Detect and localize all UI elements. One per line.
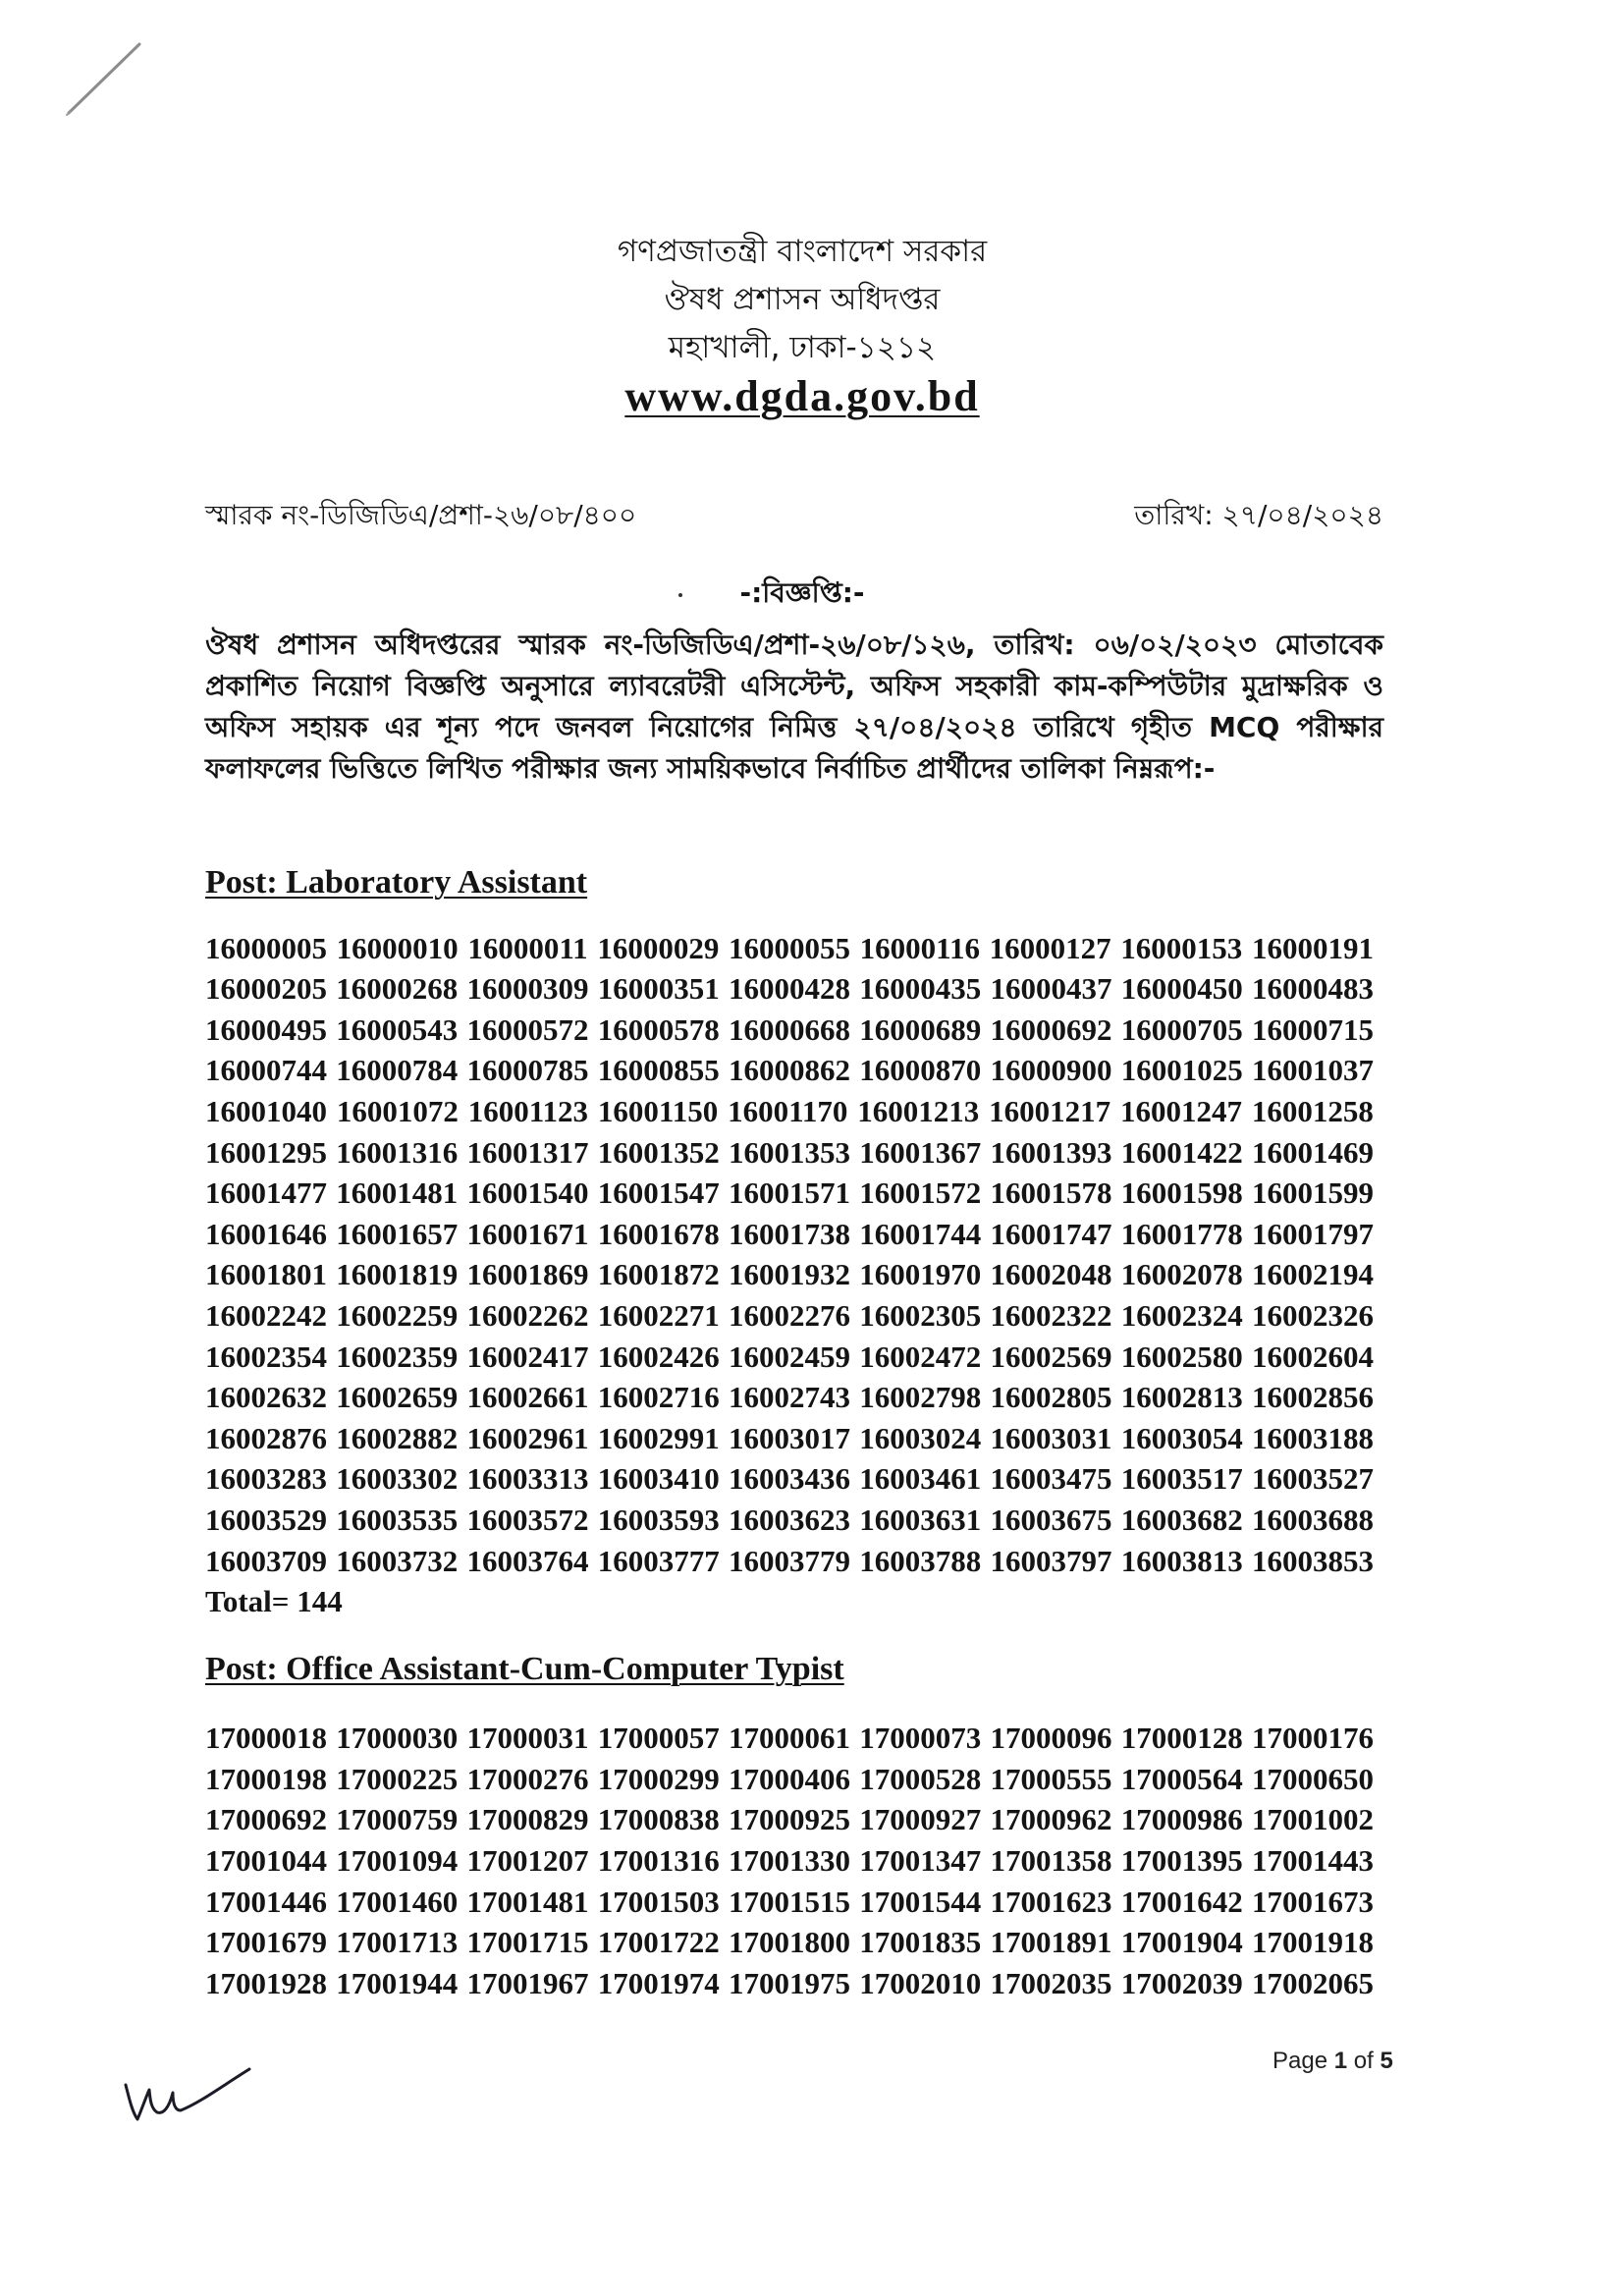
roll-number: 16001352 xyxy=(597,1134,720,1170)
roll-number: 17001316 xyxy=(597,1843,720,1879)
roll-number: 16002048 xyxy=(990,1257,1112,1292)
roll-number: 16001481 xyxy=(336,1175,459,1211)
roll-number: 16000435 xyxy=(859,971,982,1007)
roll-number: 17001974 xyxy=(597,1965,720,2000)
roll-number: 16001316 xyxy=(336,1134,459,1170)
roll-number: 16001797 xyxy=(1252,1216,1374,1251)
roll-number: 16001657 xyxy=(336,1216,459,1251)
roll-number: 17000128 xyxy=(1120,1721,1243,1756)
roll-number: 17000057 xyxy=(597,1721,720,1756)
roll-number: 16001646 xyxy=(205,1216,327,1251)
roll-number: 16002322 xyxy=(990,1297,1112,1333)
roll-number: 17001443 xyxy=(1252,1843,1374,1879)
roll-number: 17001358 xyxy=(990,1843,1112,1879)
roll-number: 17001679 xyxy=(205,1925,327,1960)
roll-number: 16000862 xyxy=(729,1053,850,1088)
roll-number: 16000689 xyxy=(859,1011,982,1047)
roll-number: 16000116 xyxy=(859,930,980,965)
total-line xyxy=(205,1581,1383,1622)
memo-line xyxy=(205,495,1383,536)
roll-number-row xyxy=(205,968,1374,1010)
letterhead xyxy=(409,228,1195,420)
roll-number: 17001481 xyxy=(466,1884,589,1919)
roll-number: 17002065 xyxy=(1252,1965,1374,2000)
roll-number: 16003788 xyxy=(859,1543,982,1578)
roll-number-row xyxy=(205,1010,1374,1051)
roll-number: 17000073 xyxy=(859,1721,982,1756)
roll-number: 17001330 xyxy=(729,1843,850,1879)
roll-number-row xyxy=(205,1882,1374,1923)
roll-number: 16002354 xyxy=(205,1339,327,1374)
roll-number: 16002604 xyxy=(1252,1339,1374,1374)
roll-number: 16002305 xyxy=(859,1297,982,1333)
roll-number-row xyxy=(205,1337,1374,1378)
roll-number: 16003688 xyxy=(1252,1502,1374,1537)
roll-number: 16003313 xyxy=(466,1461,589,1497)
roll-number: 17000406 xyxy=(729,1761,850,1796)
roll-number: 17000927 xyxy=(859,1802,982,1837)
roll-number: 16000351 xyxy=(597,971,720,1007)
roll-number: 16003024 xyxy=(859,1420,982,1455)
roll-number: 17000176 xyxy=(1252,1721,1374,1756)
roll-number-row xyxy=(205,1377,1374,1418)
roll-number: 17001544 xyxy=(859,1884,982,1919)
roll-number: 17001002 xyxy=(1252,1802,1374,1837)
roll-number: 16003675 xyxy=(990,1502,1112,1537)
roll-number: 16001040 xyxy=(205,1093,327,1128)
roll-number: 16002716 xyxy=(597,1380,720,1415)
roll-number: 16003593 xyxy=(597,1502,720,1537)
roll-number: 16002961 xyxy=(466,1420,589,1455)
roll-number: 16001295 xyxy=(205,1134,327,1170)
roll-number: 16003527 xyxy=(1252,1461,1374,1497)
roll-number: 17001395 xyxy=(1120,1843,1243,1879)
roll-number: 17000299 xyxy=(597,1761,720,1796)
roll-number: 16001258 xyxy=(1251,1093,1374,1128)
roll-number: 16002580 xyxy=(1120,1339,1243,1374)
roll-number: 16000855 xyxy=(597,1053,720,1088)
roll-number: 16000692 xyxy=(990,1011,1112,1047)
roll-number-row xyxy=(205,1091,1374,1132)
roll-number-row xyxy=(205,1541,1374,1582)
roll-number: 17001835 xyxy=(859,1925,982,1960)
roll-number: 17001207 xyxy=(466,1843,589,1879)
roll-number: 16001572 xyxy=(859,1175,982,1211)
roll-number: 16002417 xyxy=(466,1339,589,1374)
roll-number: 16003764 xyxy=(466,1543,589,1578)
roll-number: 16000784 xyxy=(336,1053,459,1088)
roll-number: 16001213 xyxy=(857,1093,980,1128)
roll-number: 16001217 xyxy=(989,1093,1111,1128)
roll-number-row xyxy=(205,1295,1374,1337)
roll-number: 17000829 xyxy=(466,1802,589,1837)
roll-number: 16002242 xyxy=(205,1297,327,1333)
roll-number: 16001598 xyxy=(1120,1175,1243,1211)
roll-number: 16002856 xyxy=(1252,1380,1374,1415)
roll-number: 16001547 xyxy=(597,1175,720,1211)
roll-number: 16002805 xyxy=(990,1380,1112,1415)
roll-number: 16003631 xyxy=(859,1502,982,1537)
roll-number: 16003517 xyxy=(1120,1461,1243,1497)
roll-number: 17000276 xyxy=(466,1761,589,1796)
roll-number: 16001738 xyxy=(729,1216,850,1251)
roll-number: 17001044 xyxy=(205,1843,327,1879)
roll-number: 16003535 xyxy=(336,1502,459,1537)
roll-number: 16002661 xyxy=(466,1380,589,1415)
roll-number: 17002010 xyxy=(859,1965,982,2000)
roll-number: 16003302 xyxy=(336,1461,459,1497)
roll-number: 17000528 xyxy=(859,1761,982,1796)
roll-number: 16002876 xyxy=(205,1420,327,1455)
office-address: মহাখালী, ঢাকা-১২১২ xyxy=(668,330,937,365)
roll-number: 16001170 xyxy=(728,1093,848,1128)
roll-number: 16001578 xyxy=(990,1175,1112,1211)
roll-number-row xyxy=(205,1458,1374,1500)
roll-number-row xyxy=(205,1132,1374,1174)
roll-number: 17001891 xyxy=(990,1925,1112,1960)
memo-reference: স্মারক নং-ডিজিডিএ/প্রশা-২৬/০৮/৪০০ xyxy=(205,499,637,531)
roll-number: 16001072 xyxy=(336,1093,459,1128)
roll-number: 16002991 xyxy=(597,1420,720,1455)
roll-number: 16003529 xyxy=(205,1502,327,1537)
roll-number: 16000495 xyxy=(205,1011,327,1047)
handwritten-signature xyxy=(118,2057,265,2136)
roll-number: 16000668 xyxy=(729,1011,850,1047)
roll-number: 17001944 xyxy=(336,1965,459,2000)
roll-number: 16003054 xyxy=(1120,1420,1243,1455)
roll-number: 16002659 xyxy=(336,1380,459,1415)
roll-number: 16001932 xyxy=(729,1257,850,1292)
roll-number: 16001540 xyxy=(466,1175,589,1211)
roll-number: 16001872 xyxy=(597,1257,720,1292)
roll-number-row xyxy=(205,1173,1374,1214)
office-name: ঔষধ প্রশাসন অধিদপ্তর xyxy=(664,282,941,317)
roll-number: 16000309 xyxy=(466,971,589,1007)
roll-number: 16001778 xyxy=(1120,1216,1243,1251)
roll-number: 16002276 xyxy=(729,1297,850,1333)
roll-number: 17000555 xyxy=(990,1761,1112,1796)
memo-date: তারিখ: ২৭/০৪/২০২৪ xyxy=(1134,499,1383,531)
roll-number-row xyxy=(205,1214,1374,1255)
roll-number: 16002569 xyxy=(990,1339,1112,1374)
roll-number: 17001800 xyxy=(729,1925,850,1960)
roll-number: 16001037 xyxy=(1252,1053,1374,1088)
roll-number: 16000715 xyxy=(1252,1011,1374,1047)
roll-number: 16000483 xyxy=(1252,971,1374,1007)
roll-number: 17001928 xyxy=(205,1965,327,2000)
roll-number: 17001967 xyxy=(466,1965,589,2000)
roll-number: 16003283 xyxy=(205,1461,327,1497)
roll-number: 16000428 xyxy=(729,971,850,1007)
roll-number: 16003475 xyxy=(990,1461,1112,1497)
roll-number: 16001678 xyxy=(597,1216,720,1251)
roll-number: 17001515 xyxy=(729,1884,850,1919)
roll-number: 16001599 xyxy=(1252,1175,1374,1211)
roll-number: 16003017 xyxy=(729,1420,850,1455)
roll-number: 16001317 xyxy=(466,1134,589,1170)
roll-number: 17001715 xyxy=(466,1925,589,1960)
roll-number: 16003031 xyxy=(990,1420,1112,1455)
roll-number: 16001671 xyxy=(466,1216,589,1251)
roll-number-row xyxy=(205,928,1374,969)
roll-number-row xyxy=(205,1050,1374,1091)
roll-number: 17001094 xyxy=(336,1843,459,1879)
roll-number: 17000198 xyxy=(205,1761,327,1796)
roll-number: 17001722 xyxy=(597,1925,720,1960)
scan-speck xyxy=(678,593,682,597)
roll-number: 17002039 xyxy=(1120,1965,1243,2000)
roll-number: 16003813 xyxy=(1120,1543,1243,1578)
roll-number: 17000096 xyxy=(990,1721,1112,1756)
roll-number: 16003682 xyxy=(1120,1502,1243,1537)
roll-number: 17001503 xyxy=(597,1884,720,1919)
roll-number: 17001918 xyxy=(1252,1925,1374,1960)
roll-number: 16003188 xyxy=(1252,1420,1374,1455)
roll-number: 16000029 xyxy=(597,930,720,965)
roll-number: 16001801 xyxy=(205,1257,327,1292)
roll-number: 16001367 xyxy=(859,1134,982,1170)
roll-number: 17001975 xyxy=(729,1965,850,2000)
roll-number: 16000005 xyxy=(205,930,327,965)
roll-number: 17000692 xyxy=(205,1802,327,1837)
page-number xyxy=(1272,2048,1393,2075)
roll-number: 16001819 xyxy=(336,1257,459,1292)
roll-number: 16001393 xyxy=(990,1134,1112,1170)
roll-number: 17000225 xyxy=(336,1761,459,1796)
roll-number: 17001713 xyxy=(336,1925,459,1960)
roll-number: 16001123 xyxy=(467,1093,589,1128)
roll-number: 16002743 xyxy=(729,1380,850,1415)
roll-number: 16001247 xyxy=(1120,1093,1243,1128)
roll-number: 16002882 xyxy=(336,1420,459,1455)
roll-number: 16002262 xyxy=(466,1297,589,1333)
roll-number: 16002813 xyxy=(1120,1380,1243,1415)
roll-number: 16000543 xyxy=(336,1011,459,1047)
pen-mark xyxy=(59,34,152,123)
roll-number: 17000650 xyxy=(1252,1761,1374,1796)
roll-number: 16000578 xyxy=(597,1011,720,1047)
roll-number: 16003436 xyxy=(729,1461,850,1497)
total-count: 144 xyxy=(297,1584,343,1619)
roll-number: 16003461 xyxy=(859,1461,982,1497)
roll-number: 16002798 xyxy=(859,1380,982,1415)
roll-number-row xyxy=(205,1922,1374,1963)
roll-number: 16000870 xyxy=(859,1053,982,1088)
roll-number: 17002035 xyxy=(990,1965,1112,2000)
roll-number: 17000030 xyxy=(336,1721,459,1756)
roll-number: 17000759 xyxy=(336,1802,459,1837)
roll-number: 16001353 xyxy=(729,1134,850,1170)
roll-number: 16001869 xyxy=(466,1257,589,1292)
notice-content xyxy=(205,625,1383,2003)
roll-number: 16000450 xyxy=(1120,971,1243,1007)
roll-number: 16003779 xyxy=(729,1543,850,1578)
roll-number: 16000153 xyxy=(1120,930,1243,965)
roll-number: 16002271 xyxy=(597,1297,720,1333)
roll-number: 17000031 xyxy=(466,1721,589,1756)
roll-number-row xyxy=(205,1963,1374,2004)
roll-number: 16002194 xyxy=(1252,1257,1374,1292)
roll-number: 16001744 xyxy=(859,1216,982,1251)
post-heading-office-assistant: Post: Office Assistant-Cum-Computer Typist xyxy=(205,1650,844,1687)
roll-number: 17001347 xyxy=(859,1843,982,1879)
roll-number: 17001460 xyxy=(336,1884,459,1919)
roll-number: 16002359 xyxy=(336,1339,459,1374)
roll-number: 16001747 xyxy=(990,1216,1112,1251)
current-page: 1 xyxy=(1333,2048,1348,2074)
roll-number: 16000191 xyxy=(1251,930,1374,965)
roll-number: 16001469 xyxy=(1252,1134,1374,1170)
roll-number: 16000268 xyxy=(336,971,459,1007)
roll-number-row xyxy=(205,1799,1374,1840)
roll-number: 16002472 xyxy=(859,1339,982,1374)
roll-number: 16003410 xyxy=(597,1461,720,1497)
roll-number-row xyxy=(205,1418,1374,1459)
roll-number: 17000962 xyxy=(990,1802,1112,1837)
post-heading-laboratory-assistant: Post: Laboratory Assistant xyxy=(205,864,588,901)
roll-number: 16001970 xyxy=(859,1257,982,1292)
roll-number: 16000127 xyxy=(989,930,1111,965)
roll-number: 16003797 xyxy=(990,1543,1112,1578)
notice-body: ঔষধ প্রশাসন অধিদপ্তরের স্মারক নং-ডিজিডিএ/প্রশা-২৬/০৮/১২৬, তারিখ: ০৬/০২/২০২৩ মোতাবেক প্রকাশিত নিয়োগ বিজ্ঞপ্তি অনুসারে ল্যাবরেটরী এসিস্টেন্ট, অফিস সহকারী কাম-কম্পিউটার মুদ্রাক্ষরিক ও অফিস সহায়ক এর শূন্য পদে জনবল নিয়োগের নিমিত্ত ২৭/০৪/২০২৪ তারিখে গৃহীত MCQ পরীক্ষার ফলাফলের ভিত্তিতে লিখিত পরীক্ষার জন্য সাময়িকভাবে নির্বাচিত প্রার্থীদের তালিকা নিম্নরূপ:- xyxy=(205,629,1383,785)
roll-number: 17000838 xyxy=(597,1802,720,1837)
roll-number: 16003853 xyxy=(1252,1543,1374,1578)
roll-number: 17000986 xyxy=(1120,1802,1243,1837)
roll-number: 16000010 xyxy=(336,930,459,965)
roll-number: 17001904 xyxy=(1120,1925,1243,1960)
roll-number: 17001642 xyxy=(1120,1884,1243,1919)
roll-number-row xyxy=(205,1254,1374,1295)
roll-number: 16001025 xyxy=(1120,1053,1243,1088)
roll-number: 17000564 xyxy=(1120,1761,1243,1796)
notice-title: -:বিজ্ঞপ্তি:- xyxy=(739,576,865,609)
roll-number: 16003777 xyxy=(597,1543,720,1578)
roll-number: 16000744 xyxy=(205,1053,327,1088)
roll-number: 17001673 xyxy=(1252,1884,1374,1919)
roll-number: 16001477 xyxy=(205,1175,327,1211)
roll-number: 16000205 xyxy=(205,971,327,1007)
roll-number: 16003732 xyxy=(336,1543,459,1578)
roll-number-list-laboratory-assistant xyxy=(205,928,1383,1582)
total-label: Total= xyxy=(205,1584,290,1619)
roll-number: 16000055 xyxy=(728,930,850,965)
roll-number: 17000061 xyxy=(729,1721,850,1756)
roll-number-row xyxy=(205,1500,1374,1541)
roll-number: 16002326 xyxy=(1252,1297,1374,1333)
website-address: www.dgda.gov.bd xyxy=(624,372,980,420)
roll-number: 16003709 xyxy=(205,1543,327,1578)
roll-number: 16002632 xyxy=(205,1380,327,1415)
roll-number: 16000572 xyxy=(466,1011,589,1047)
roll-number: 17001446 xyxy=(205,1884,327,1919)
roll-number: 16001422 xyxy=(1120,1134,1243,1170)
roll-number: 16002426 xyxy=(597,1339,720,1374)
roll-number: 16003623 xyxy=(729,1502,850,1537)
roll-number: 17000925 xyxy=(729,1802,850,1837)
roll-number: 16001150 xyxy=(597,1093,719,1128)
page-of-label: of xyxy=(1353,2048,1374,2074)
roll-number: 16000900 xyxy=(990,1053,1112,1088)
roll-number: 16002259 xyxy=(336,1297,459,1333)
page-label: Page xyxy=(1272,2048,1328,2074)
roll-number-row xyxy=(205,1718,1374,1759)
roll-number-row xyxy=(205,1759,1374,1800)
roll-number: 16002324 xyxy=(1120,1297,1243,1333)
roll-number: 16000437 xyxy=(990,971,1112,1007)
roll-number: 17001623 xyxy=(990,1884,1112,1919)
total-pages: 5 xyxy=(1380,2048,1393,2074)
roll-number-list-office-assistant xyxy=(205,1718,1383,2003)
roll-number: 16000705 xyxy=(1120,1011,1243,1047)
government-name: গণপ্রজাতন্ত্রী বাংলাদেশ সরকার xyxy=(617,234,988,269)
roll-number: 17000018 xyxy=(205,1721,327,1756)
roll-number: 16000785 xyxy=(466,1053,589,1088)
roll-number: 16002078 xyxy=(1120,1257,1243,1292)
roll-number: 16002459 xyxy=(729,1339,850,1374)
roll-number: 16001571 xyxy=(729,1175,850,1211)
roll-number: 16000011 xyxy=(467,930,588,965)
roll-number-row xyxy=(205,1840,1374,1882)
roll-number: 16003572 xyxy=(466,1502,589,1537)
